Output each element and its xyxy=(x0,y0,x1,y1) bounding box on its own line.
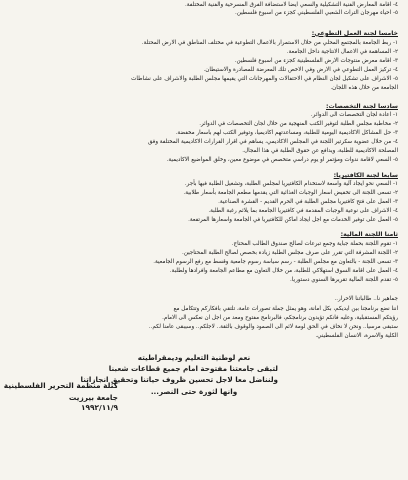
body-line: ٣- العمل على فتح كافتيريا مجلس الطلبة في الحرم القديم - القشرة الصناعية. xyxy=(218,199,398,205)
body-line: ١- ربط الجامعة بالمجتمع المحلي من خلال الاستمرار بالاعمال التطوعية في مختلف المناطق في الارض المحتلة. xyxy=(141,40,398,46)
closing-slogan: لتبقى جامعتنا مفتوحة امام جميع قطاعات شعبنا xyxy=(108,364,278,373)
body-line: ستبقى مرسيا.. ونحن لا نخاف في الحق لومة لائم الى الصمود والوقوف بالثقة.. لاجلكم.. وسيبقى عامنا لكم.. xyxy=(148,324,398,330)
section-heading: ثامنا اللجنة المالية: xyxy=(340,231,398,238)
body-line: جماهير نا.. طالباتنا الاحرار.. xyxy=(334,296,398,302)
body-line: ٢- مخاطبة مجلس الطلبة لتوفير الكتب المنهجية من خلال لجان التخصصات في الدوائر. xyxy=(199,121,398,127)
body-line: ٤- من خلال عضوية سكرتير اللجنة في المجلس الاكاديمي، يساهم في اقرار القرارات الاكاديمية المختلفة وفق xyxy=(147,139,398,145)
body-line: ٤- العمل على اقامة السوق استهلاكي للطلبة، من خلال التعاون مع مطاعم الجامعة وافرادها ولطلبة. xyxy=(169,268,398,274)
body-line: ٣- تسعى اللجنة - بالتعاون مع مجلس الطلبة - رسم سياسة رسوم جامعية وقسط مع رفع الرسوم الجامعية. xyxy=(153,259,398,265)
section-heading: خامسا لجنة العمل التطوعي: xyxy=(311,30,398,37)
signature-org: كتلة منظمة التحرير الفلسطينية xyxy=(3,381,118,390)
body-line: ٣- حل المشاكل الاكاديمية اليومية للطلبة، ومساعدتهم اكاديميا، وتوفير الكتب لهم باسعار مخفضة. xyxy=(175,130,398,136)
body-line: ١- تقوم اللجنة بحملة جباية وجمع تبرعات لصالح صندوق الطالب المحتاج. xyxy=(231,241,398,247)
body-line: ٤- اقامة المعارض الفنية التشكيلية والسعي ايضا لاستضافة الفرق المسرحية والفنية المختلفة. xyxy=(184,2,398,8)
body-line: ٥- تقدم اللجنة المالية تقريرها السنوي دستوريا. xyxy=(290,277,398,283)
body-line: ٢- اللجنة المشرفة التي تقرر على صرف مجلس الطلبة زيادة بخصص لصالح الطلبة المحتاجين. xyxy=(182,250,398,256)
body-line: ٢- المساهمة في الاعمال الانتاجية داخل الجامعة. xyxy=(286,49,398,55)
body-line: ١- اعادة لجان التخصصات الى الدوائر. xyxy=(310,112,398,118)
body-line: الجامعة من خلال هذه اللجان. xyxy=(330,85,398,91)
closing-slogan: نعم لوطنية التعليم وديمقراطيته xyxy=(137,353,251,362)
body-line: ٥- احياء مهرجان التراث الشعبي الفلسطيني كجزء من اسبوع فلسطين. xyxy=(235,10,398,16)
body-line: ١- السعي نحو ايجاد آلية واسعة لاستخدام الكافتيريا لمجلس الطلبة، وتشغيل الطلبة فيها بأجر. xyxy=(184,181,398,187)
body-line: اننا نضع برنامجنا بين ايديكم، بكل امانة، وهو يمثل جملة تصورات عامة، تلتقي بافكاركم وتتكامل مع xyxy=(173,306,398,312)
body-line: ٥- الاشراف على تشكيل لجان النظام في الاحتفالات والمهرجانات التي يقيمها مجلس الطلبة والاشراف على نشاطات xyxy=(131,76,398,82)
body-line: ٣- اقامة معرض منتوجات الارض الفلسطينية كجزء من اسبوع فلسطين. xyxy=(234,58,398,64)
body-line: الكلية والاسرة، الانسان الفلسطيني. xyxy=(315,333,398,339)
signature-date: ١٩٩٢/١١/٩ xyxy=(81,403,118,412)
closing-slogan: وانها لثورة حتى النصر... xyxy=(150,387,238,396)
section-heading: سادسا لجنة التخصصات: xyxy=(326,103,398,110)
section-heading: سابعا لجنة الكافتيريا: xyxy=(333,172,398,179)
body-line: ٤- تركيز العمل التطوعي في الارض وفي الاخص تلك المعرضة للمصادرة والاستيطان. xyxy=(203,67,398,73)
body-line: ٥- العمل على توفير الخدمات مع اجل ايجاد اماكن للكافتيريا في الجامعة واسعارها المرتفعة. xyxy=(188,217,398,223)
body-line: ٤- الاشراف على نوعية الوجبات المقدمة في كافتيريا الجامعة بما يلائم رغبة الطلبة. xyxy=(208,208,398,214)
body-line: ٥- السعي لاقامة ندوات ومؤتمر او يوم دراسي متخصص في موضوع معين، وخلق المواضيع الاكاديمية. xyxy=(166,157,398,163)
body-line: المصلحة الاكاديمية للطلبة، ويدافع عن حقوق الطلبة في هذا المجال. xyxy=(242,148,398,154)
body-line: رؤيتكم المستقبلية، وعليه فانكم تؤيدون برنامجكم، فالبرنامج مفتوح ومعد من اجل ان نعكس الى الامام. xyxy=(162,315,398,321)
body-line: ٢- تسعى اللجنة الى تخفيض اسعار الوجبات الغذائية التي يقدمها مطعم الجامعة بأسعار طلابية. xyxy=(183,190,398,196)
signature-place: جامعة بيرزيت xyxy=(68,393,118,402)
closing-slogan: ولنناضل معا لاجل تحسين ظروف حياتنا وتحقيق انجازاتنا xyxy=(80,375,278,384)
